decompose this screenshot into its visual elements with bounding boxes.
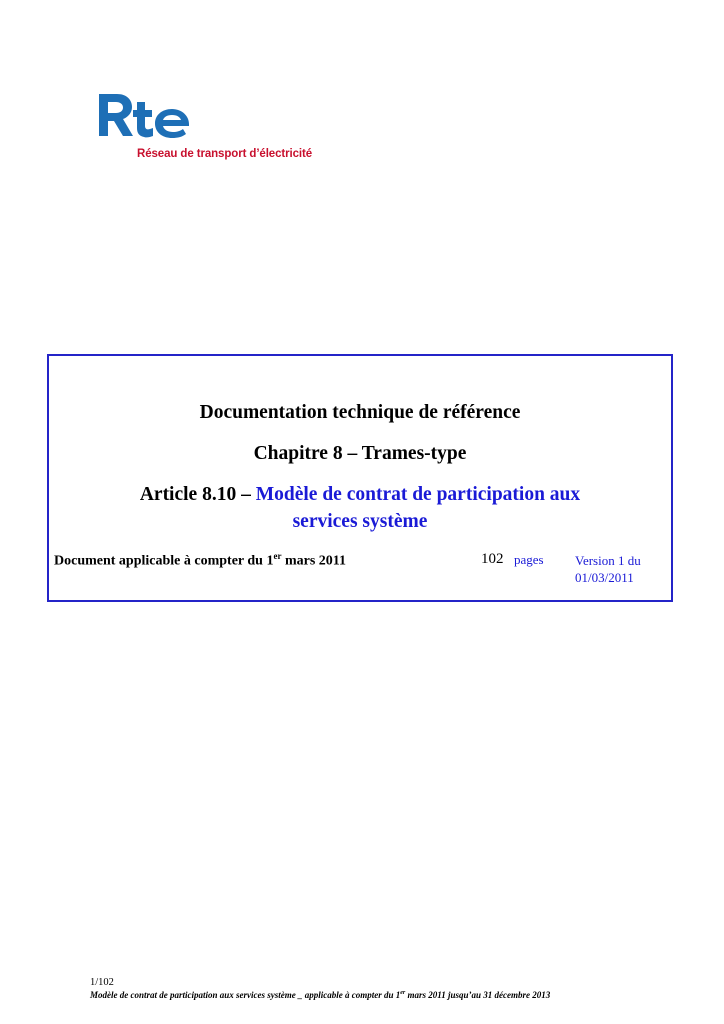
pages-label: pages bbox=[514, 552, 544, 567]
rte-logo bbox=[93, 90, 333, 170]
article-subject-continued: services système bbox=[292, 511, 428, 532]
article-title bbox=[49, 484, 671, 506]
version-info bbox=[575, 552, 641, 586]
article-number: Article 8.10 – bbox=[139, 484, 256, 505]
chapter-title: Chapitre 8 – Trames-type bbox=[253, 443, 467, 464]
logo-tagline: Réseau de transport d’électricité bbox=[137, 148, 313, 160]
document-title: Documentation technique de référence bbox=[199, 402, 521, 423]
title-box bbox=[47, 354, 673, 602]
footer-text: Modèle de contrat de participation aux services système _ applicable à compter du 1er mars 2011 jusqu’au 31 décembre 2013 bbox=[90, 990, 551, 1000]
pages-count: 102 bbox=[481, 551, 504, 567]
footer-page-number: 1/102 bbox=[90, 977, 114, 988]
article-subject: Modèle de contrat de participation aux bbox=[255, 484, 581, 505]
rte-logo-mark bbox=[93, 90, 203, 146]
applicable-date: Document applicable à compter du 1er mars 2011 bbox=[54, 551, 347, 569]
version-number: Version 1 du bbox=[575, 553, 641, 568]
version-date: 01/03/2011 bbox=[575, 570, 634, 585]
